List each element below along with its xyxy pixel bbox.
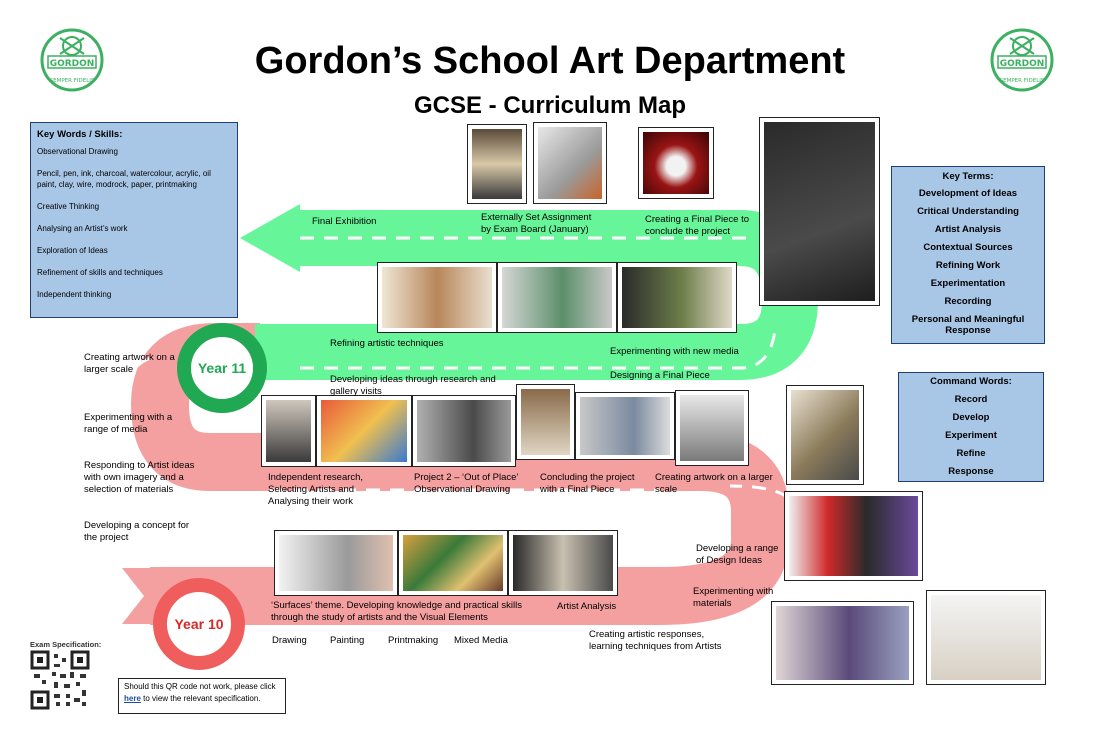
key-word-item: Pencil, pen, ink, charcoal, watercolour, acrylic, oil paint, clay, wire, modrock, paper, printmaking	[37, 169, 211, 189]
qr-note-text-after: to view the relevant specification.	[143, 694, 261, 703]
qr-note	[118, 678, 286, 714]
spec-link[interactable]: here	[124, 694, 141, 703]
label-concluding: Concluding the project with a Final Piece	[540, 472, 635, 495]
artwork-photo	[508, 530, 618, 596]
key-term-item: Critical Understanding	[917, 206, 1019, 217]
artwork-photo	[575, 392, 675, 460]
label-designing-final: Designing a Final Piece	[610, 370, 710, 381]
key-term-item: Development of Ideas	[918, 188, 1018, 199]
logo-motto: SEMPER FIDELIS	[999, 78, 1045, 84]
key-terms-box	[891, 166, 1045, 344]
key-words-box	[30, 122, 238, 318]
label-larger-scale-right: Creating artwork on a larger scale	[655, 472, 773, 495]
artwork-photo	[398, 530, 508, 596]
command-word-item: Response	[948, 466, 994, 477]
label-refining: Refining artistic techniques	[330, 338, 444, 349]
key-term-item: Contextual Sources	[923, 242, 1013, 253]
label-painting: Painting	[330, 635, 365, 646]
command-word-item: Develop	[952, 412, 990, 423]
label-final-piece: Creating a Final Piece to conclude the project	[645, 214, 750, 237]
artwork-photo	[261, 395, 316, 467]
key-word-item: Exploration of Ideas	[37, 246, 108, 255]
key-word-item: Independent thinking	[37, 290, 112, 299]
artwork-photo	[771, 601, 914, 685]
command-word-item: Refine	[956, 448, 986, 459]
artwork-photo	[638, 127, 714, 199]
logo-text: GORDON	[49, 59, 95, 69]
label-concept: Developing a concept for the project	[84, 520, 190, 543]
command-words-box	[898, 372, 1044, 482]
year-11-marker	[177, 323, 267, 413]
label-experimenting-media: Experimenting with new media	[610, 346, 739, 357]
artwork-photo	[377, 262, 497, 333]
label-esa: Externally Set Assignment by Exam Board (January)	[481, 212, 592, 235]
page-subtitle: GCSE - Curriculum Map	[413, 92, 687, 119]
label-surfaces: ‘Surfaces’ theme. Developing knowledge and practical skills through the study of artists and the Visual Elements	[271, 600, 522, 623]
artwork-photo	[675, 390, 749, 466]
artwork-photo	[274, 530, 398, 596]
exam-spec-label: Exam Specification:	[30, 640, 102, 649]
label-larger-scale-left: Creating artwork on a larger scale	[84, 352, 175, 375]
key-terms-heading: Key Terms:	[942, 171, 994, 182]
artwork-photo	[759, 117, 880, 306]
label-printmaking: Printmaking	[388, 635, 439, 646]
key-term-item: Experimentation	[930, 278, 1006, 289]
label-experimenting-materials: Experimenting with materials	[693, 586, 774, 609]
key-word-item: Analysing an Artist’s work	[37, 224, 128, 233]
label-independent-research: Independent research, Selecting Artists and Analysing their work	[268, 472, 364, 507]
qr-note-text: Should this QR code not work, please click	[124, 682, 276, 691]
key-word-item: Creative Thinking	[37, 202, 100, 211]
artwork-photo	[316, 395, 412, 467]
command-word-item: Record	[954, 394, 988, 405]
label-project2: Project 2 – ‘Out of Place’ Observational Drawing	[414, 472, 519, 495]
year-11-label: Year 11	[197, 360, 247, 376]
command-words-heading: Command Words:	[930, 376, 1012, 387]
label-range-media: Experimenting with a range of media	[84, 412, 173, 435]
label-artist-analysis: Artist Analysis	[557, 601, 617, 612]
artwork-photo	[617, 262, 737, 333]
label-research-gallery: Developing ideas through research and gallery visits	[330, 374, 496, 397]
label-mixed-media: Mixed Media	[454, 635, 508, 646]
key-term-item: Artist Analysis	[934, 224, 1002, 235]
road-end-arrow	[240, 204, 300, 272]
qr-code[interactable]	[30, 650, 90, 710]
label-final-exhibition: Final Exhibition	[312, 216, 377, 227]
key-words-heading: Key Words / Skills:	[37, 129, 123, 140]
label-responses: Creating artistic responses, learning techniques from Artists	[589, 629, 722, 652]
artwork-photo	[497, 262, 617, 333]
year-10-marker	[153, 578, 245, 670]
logo-text: GORDON	[999, 59, 1045, 69]
label-drawing: Drawing	[272, 635, 307, 646]
page-title: Gordon’s School Art Department	[254, 40, 846, 82]
key-term-item: Refining Work	[935, 260, 1001, 271]
label-responding-artist: Responding to Artist ideas with own imagery and a selection of materials	[84, 460, 195, 495]
key-term-item: Personal and Meaningful Response	[911, 314, 1025, 336]
year-10-label: Year 10	[174, 616, 224, 632]
artwork-photo	[784, 491, 923, 581]
artwork-photo	[533, 122, 607, 204]
key-term-item: Recording	[944, 296, 992, 307]
artwork-photo	[412, 395, 516, 467]
artwork-photo	[516, 384, 575, 460]
command-word-item: Experiment	[945, 430, 997, 441]
artwork-photo	[926, 590, 1046, 685]
artwork-photo	[786, 385, 864, 485]
artwork-photo	[467, 124, 527, 204]
key-word-item: Refinement of skills and techniques	[37, 268, 163, 277]
key-word-item: Observational Drawing	[37, 147, 118, 156]
logo-motto: SEMPER FIDELIS	[49, 78, 95, 84]
label-design-ideas: Developing a range of Design Ideas	[696, 543, 779, 566]
